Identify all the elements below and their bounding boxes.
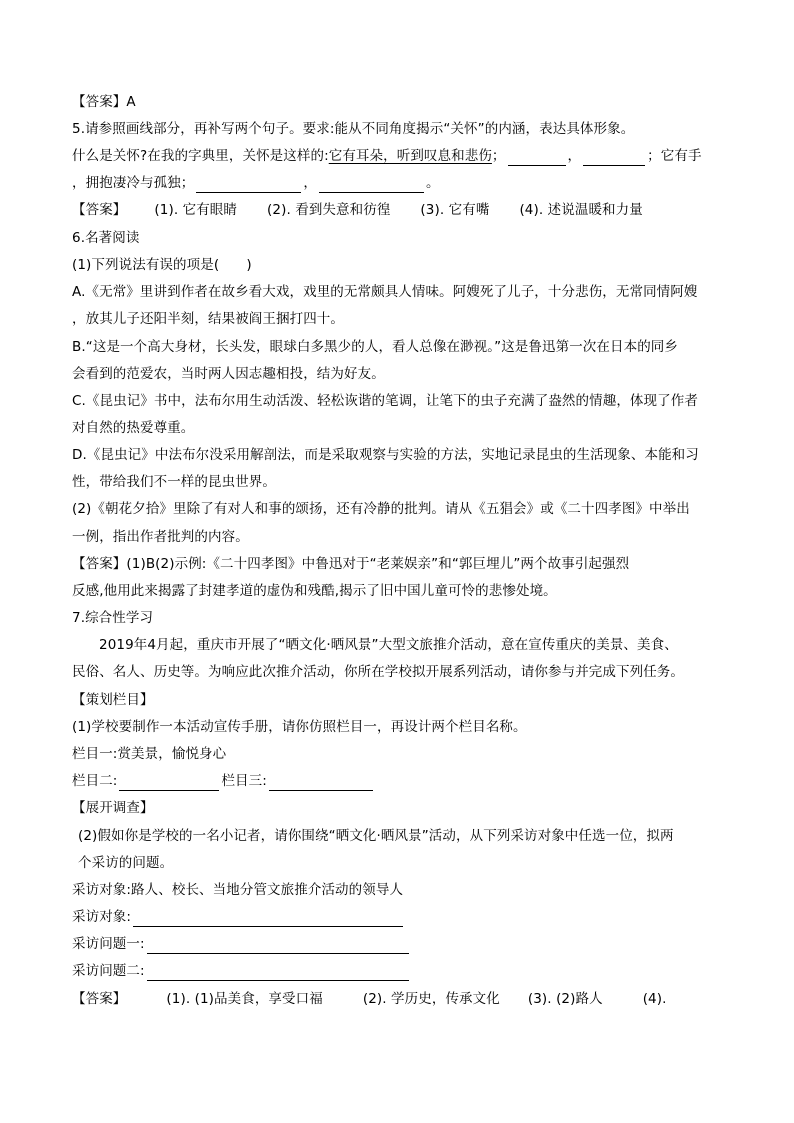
answer-part-4: (4). bbox=[642, 991, 667, 1007]
question-5-answer bbox=[72, 200, 722, 220]
question-7-1: (1)学校要制作一本活动宣传手册，请你仿照栏目一，再设计两个栏目名称。 bbox=[72, 719, 527, 735]
answer-part-3: (3). (2)路人 bbox=[527, 991, 603, 1007]
interview-question-2-label: 采访问题二: bbox=[72, 963, 145, 979]
question-7-intro: 2019年4月起，重庆市开展了“晒文化·晒风景”大型文旅推介活动，意在宣传重庆的美景、美食、 bbox=[99, 637, 678, 653]
interview-target-line bbox=[72, 907, 722, 927]
column-one-example: 栏目一:赏美景，愉悦身心 bbox=[72, 746, 227, 762]
column-two-label: 栏目二: bbox=[72, 773, 118, 789]
question-6-answer-cont: 反感,他用此来揭露了封建孝道的虚伪和残酷,揭示了旧中国儿童可怜的悲惨处境。 bbox=[72, 583, 557, 599]
underlined-example: 它有耳朵，听到叹息和悲伤 bbox=[328, 148, 492, 164]
column-three-label: 栏目三: bbox=[221, 773, 267, 789]
option-a: A.《无常》里讲到作者在故乡看大戏，戏里的无常颇具人情味。阿嫂死了儿子，十分悲伤，无常同情阿嫂 bbox=[72, 284, 698, 300]
prompt-text: ，拥抱凄冷与孤独； bbox=[72, 175, 195, 191]
question-7-intro-cont: 民俗、名人、历史等。为响应此次推介活动，你所在学校拟开展系列活动，请你参与并完成下列任务。 bbox=[72, 664, 684, 680]
section-survey-heading: 【展开调查】 bbox=[72, 800, 154, 816]
interview-question-2-line bbox=[72, 961, 722, 981]
option-b: B.“这是一个高大身材，长头发，眼球白多黑少的人，看人总像在渺视。”这是鲁迅第一次在日本的同乡 bbox=[72, 339, 678, 355]
option-d: D.《昆虫记》中法布尔没采用解剖法，而是采取观察与实验的方法，实地记录昆虫的生活现象、本能和习 bbox=[72, 447, 699, 463]
punctuation: 。 bbox=[426, 175, 440, 191]
answer-part-3: (3). 它有嘴 bbox=[420, 202, 490, 218]
punctuation: ； bbox=[491, 148, 506, 164]
column-three-blank[interactable] bbox=[269, 774, 373, 791]
answer-blank-1[interactable] bbox=[508, 149, 566, 166]
answer-blank-2[interactable] bbox=[583, 149, 645, 166]
answer-blank-4[interactable] bbox=[319, 176, 424, 193]
question-6-answer: 【答案】(1)B(2)示例:《二十四孝图》中鲁迅对于“老莱娱亲”和“郭巨埋儿”两个故事引起强烈 bbox=[72, 556, 630, 572]
question-6-2-cont: 一例，指出作者批判的内容。 bbox=[72, 529, 249, 545]
question-7-heading: 7.综合性学习 bbox=[72, 610, 154, 626]
section-plan-heading: 【策划栏目】 bbox=[72, 692, 154, 708]
option-c: C.《昆虫记》书中，法布尔用生动活泼、轻松诙谐的笔调，让笔下的虫子充满了盎然的情趣，体现了作者 bbox=[72, 393, 698, 409]
question-7-2-cont: 个采访的问题。 bbox=[78, 855, 174, 871]
answer-part-2: (2). 看到失意和彷徨 bbox=[267, 202, 391, 218]
answer-part-1: (1). (1)品美食，享受口福 bbox=[166, 991, 323, 1007]
prompt-text: 什么是关怀?在我的字典里，关怀是这样的: bbox=[72, 148, 329, 164]
question-5: 5.请参照画线部分，再补写两个句子。要求:能从不同角度揭示“关怀”的内涵，表达具体形象。 bbox=[72, 121, 635, 137]
question-7-answer bbox=[72, 989, 722, 1009]
option-c-cont: 对自然的热爱尊重。 bbox=[72, 420, 195, 436]
question-5-prompt-line2 bbox=[72, 173, 722, 193]
answer-part-4: (4). 述说温暖和力量 bbox=[519, 202, 643, 218]
punctuation: ， bbox=[567, 148, 582, 164]
interview-target-label: 采访对象: bbox=[72, 909, 132, 925]
option-d-cont: 性，带给我们不一样的昆虫世界。 bbox=[72, 474, 276, 490]
prompt-text: ；它有手 bbox=[647, 148, 702, 164]
answer-label: 【答案】 bbox=[72, 202, 127, 218]
answer-label: 【答案】A bbox=[72, 94, 136, 110]
question-6-heading: 6.名著阅读 bbox=[72, 230, 140, 246]
question-6-2: (2)《朝花夕拾》里除了有对人和事的颂扬，还有冷静的批判。请从《五猖会》或《二十四孝图》中举出 bbox=[72, 501, 690, 517]
option-a-cont: ，放其儿子还阳半刻，结果被阎王捆打四十。 bbox=[72, 311, 344, 327]
interview-question-1-blank[interactable] bbox=[147, 937, 409, 954]
answer-label: 【答案】 bbox=[72, 991, 127, 1007]
question-6-1: (1)下列说法有误的项是( ) bbox=[72, 257, 252, 273]
question-5-prompt-line1 bbox=[72, 146, 722, 166]
question-7-2: (2)假如你是学校的一名小记者，请你围绕“晒文化·晒风景”活动，从下列采访对象中任选一位，拟两 bbox=[78, 828, 674, 844]
interview-question-2-blank[interactable] bbox=[147, 964, 409, 981]
interview-targets: 采访对象:路人、校长、当地分管文旅推介活动的领导人 bbox=[72, 882, 404, 898]
interview-target-blank[interactable] bbox=[133, 910, 403, 927]
answer-blank-3[interactable] bbox=[196, 176, 301, 193]
answer-part-1: (1). 它有眼睛 bbox=[154, 202, 238, 218]
interview-question-1-label: 采访问题一: bbox=[72, 936, 145, 952]
interview-question-1-line bbox=[72, 934, 722, 954]
answer-part-2: (2). 学历史，传承文化 bbox=[362, 991, 500, 1007]
option-b-cont: 会看到的范爱农，当时两人因志趣相投，结为好友。 bbox=[72, 366, 385, 382]
column-two-blank[interactable] bbox=[119, 774, 219, 791]
punctuation: ， bbox=[303, 175, 318, 191]
column-blanks-line bbox=[72, 771, 722, 791]
